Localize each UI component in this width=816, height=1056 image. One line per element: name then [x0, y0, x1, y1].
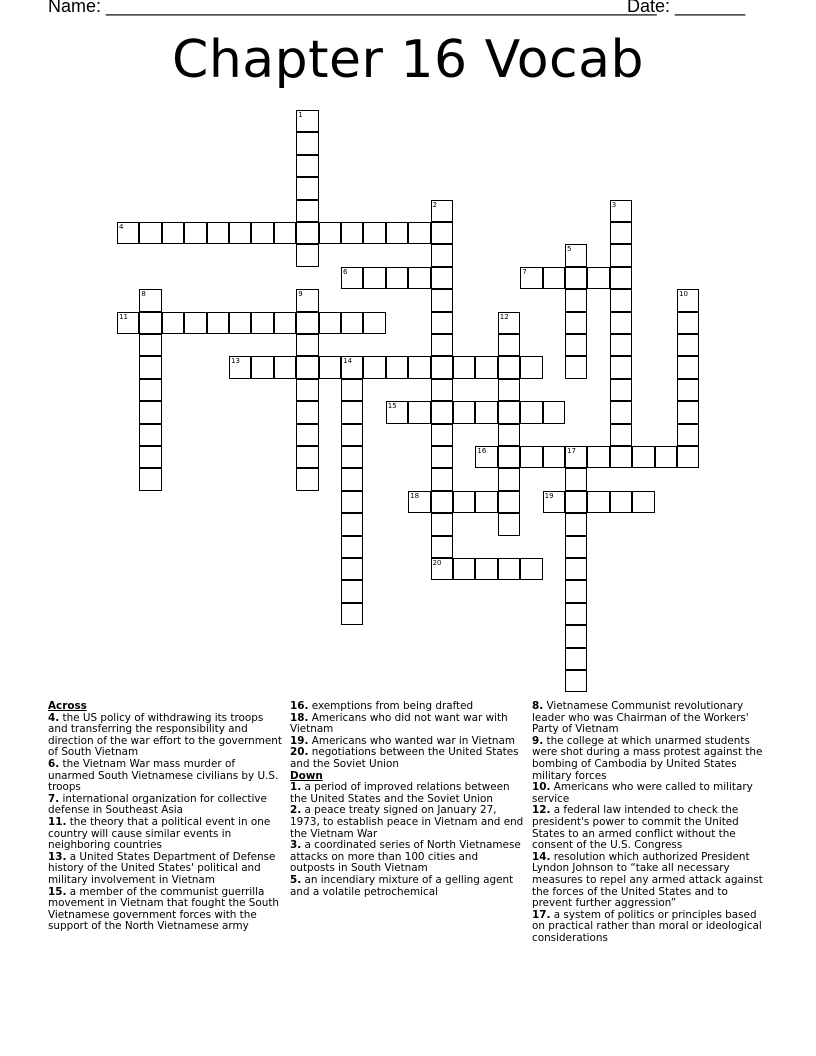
grid-cell[interactable] [498, 446, 520, 468]
grid-cell[interactable] [632, 491, 654, 513]
grid-cell[interactable] [610, 379, 632, 401]
grid-cell[interactable] [386, 222, 408, 244]
grid-cell[interactable] [565, 670, 587, 692]
grid-cell[interactable] [498, 356, 520, 378]
grid-cell[interactable] [565, 312, 587, 334]
clue-number-label: 10. [532, 781, 551, 794]
clue-text: the college at which unarmed students were shot during a mass protest against the bombing of Cambodia by United States military forces [532, 734, 763, 782]
clue-number: 14 [343, 357, 352, 366]
across-clue [290, 747, 526, 770]
grid-cell[interactable] [229, 222, 251, 244]
grid-cell[interactable] [610, 401, 632, 423]
grid-cell[interactable] [453, 558, 475, 580]
grid-cell[interactable] [498, 424, 520, 446]
grid-cell[interactable] [341, 491, 363, 513]
across-clue [48, 887, 284, 933]
clue-text: Vietnamese Communist revolutionary leader who was Chairman of the Workers' Party of Vietnam [532, 700, 749, 736]
clue-text: international organization for collective defense in Southeast Asia [48, 792, 267, 817]
grid-cell[interactable] [139, 356, 161, 378]
clue-number: 7 [522, 267, 527, 276]
grid-cell[interactable] [274, 356, 296, 378]
clue-column-2 [290, 701, 526, 898]
clue-number-label: 1. [290, 781, 302, 794]
clue-number: 2 [432, 200, 438, 209]
grid-cell[interactable] [431, 401, 453, 423]
grid-cell[interactable] [520, 356, 542, 378]
grid-cell[interactable] [296, 446, 318, 468]
grid-cell[interactable] [296, 334, 318, 356]
clue-text: Americans who wanted war in Vietnam [311, 734, 515, 747]
grid-cell[interactable] [408, 491, 430, 513]
grid-cell[interactable] [431, 289, 453, 311]
across-clue [290, 713, 526, 736]
grid-cell[interactable] [520, 446, 542, 468]
date-field-label: Date: _______ [627, 0, 746, 16]
grid-cell[interactable] [386, 401, 408, 423]
clue-text: Americans who did not want war with Vietnam [290, 711, 508, 736]
grid-cell[interactable] [319, 222, 341, 244]
grid-cell[interactable] [610, 491, 632, 513]
grid-cell[interactable] [431, 267, 453, 289]
down-clue [532, 701, 768, 736]
grid-cell[interactable] [565, 513, 587, 535]
grid-cell[interactable] [184, 222, 206, 244]
grid-cell[interactable] [543, 401, 565, 423]
grid-cell[interactable] [565, 468, 587, 490]
grid-cell[interactable] [296, 132, 318, 154]
grid-cell[interactable] [498, 513, 520, 535]
grid-cell[interactable] [431, 513, 453, 535]
grid-cell[interactable] [251, 222, 273, 244]
clue-number-label: 16. [290, 700, 309, 712]
clue-text: a peace treaty signed on January 27, 1973, to establish peace in Vietnam and end the Vietnam War [290, 804, 524, 840]
clue-number: 11 [119, 312, 128, 321]
grid-cell[interactable] [431, 379, 453, 401]
grid-cell[interactable] [565, 603, 587, 625]
clue-text: exemptions from being drafted [311, 700, 474, 712]
clue-number-label: 11. [48, 815, 67, 828]
grid-cell[interactable] [587, 491, 609, 513]
grid-cell[interactable] [139, 379, 161, 401]
grid-cell[interactable] [408, 356, 430, 378]
grid-cell[interactable] [363, 267, 385, 289]
across-heading: Across [48, 700, 87, 712]
grid-cell[interactable] [610, 356, 632, 378]
clue-number-label: 15. [48, 885, 67, 898]
grid-cell[interactable] [498, 334, 520, 356]
grid-cell[interactable] [296, 177, 318, 199]
grid-cell[interactable] [341, 356, 363, 378]
grid-cell[interactable] [139, 424, 161, 446]
clue-text: a period of improved relations between the United States and the Soviet Union [290, 781, 510, 805]
grid-cell[interactable] [610, 267, 632, 289]
down-clue [532, 736, 768, 782]
grid-cell[interactable] [543, 446, 565, 468]
grid-cell[interactable] [565, 580, 587, 602]
clue-number-label: 4. [48, 711, 60, 724]
grid-cell[interactable] [341, 424, 363, 446]
grid-cell[interactable] [543, 491, 565, 513]
grid-cell[interactable] [677, 401, 699, 423]
clue-number: 8 [141, 290, 146, 299]
clue-number-label: 6. [48, 757, 60, 770]
across-clue [48, 794, 284, 817]
grid-cell[interactable] [565, 648, 587, 670]
grid-cell[interactable] [274, 222, 296, 244]
clue-text: an incendiary mixture of a gelling agent and a volatile petrochemical [290, 873, 514, 898]
clue-number: 13 [231, 357, 240, 366]
grid-cell[interactable] [565, 536, 587, 558]
grid-cell[interactable] [296, 424, 318, 446]
clue-number-label: 20. [290, 746, 309, 759]
grid-cell[interactable] [453, 356, 475, 378]
grid-cell[interactable] [341, 558, 363, 580]
grid-cell[interactable] [565, 446, 587, 468]
grid-cell[interactable] [610, 446, 632, 468]
grid-cell[interactable] [296, 468, 318, 490]
grid-cell[interactable] [341, 468, 363, 490]
down-clue [290, 840, 526, 875]
grid-cell[interactable] [587, 446, 609, 468]
clue-column-3 [532, 701, 768, 944]
clue-text: negotiations between the United States and the Soviet Union [290, 746, 519, 770]
down-clue [290, 875, 526, 898]
clue-number: 15 [387, 402, 397, 411]
grid-cell[interactable] [408, 222, 430, 244]
grid-cell[interactable] [363, 356, 385, 378]
grid-cell[interactable] [610, 289, 632, 311]
clue-column-1 [48, 701, 284, 933]
grid-cell[interactable] [565, 267, 587, 289]
grid-cell[interactable] [341, 379, 363, 401]
clue-number: 4 [119, 223, 124, 231]
grid-cell[interactable] [520, 267, 542, 289]
clue-number: 17 [567, 447, 576, 455]
grid-cell[interactable] [184, 312, 206, 334]
grid-cell[interactable] [610, 244, 632, 266]
clue-number-label: 17. [532, 908, 551, 921]
grid-cell[interactable] [296, 222, 318, 244]
grid-cell[interactable] [453, 401, 475, 423]
clue-number-label: 14. [532, 850, 551, 863]
grid-cell[interactable] [139, 334, 161, 356]
grid-cell[interactable] [341, 580, 363, 602]
grid-cell[interactable] [319, 312, 341, 334]
grid-cell[interactable] [475, 356, 497, 378]
grid-cell[interactable] [610, 424, 632, 446]
grid-cell[interactable] [498, 312, 520, 334]
clue-text: a system of politics or principles based on practical rather than moral or ideological considerations [532, 908, 762, 944]
grid-cell[interactable] [565, 356, 587, 378]
across-clue [48, 817, 284, 852]
grid-cell[interactable] [565, 491, 587, 513]
clue-number: 9 [298, 290, 303, 299]
grid-cell[interactable] [251, 312, 273, 334]
clue-text: a federal law intended to check the president's power to commit the United States to an armed conflict without the consent of the U.S. Congress [532, 804, 739, 852]
clue-number-label: 13. [48, 850, 67, 863]
page-title: Chapter 16 Vocab [172, 30, 644, 90]
grid-cell[interactable] [341, 536, 363, 558]
grid-cell[interactable] [341, 513, 363, 535]
grid-cell[interactable] [341, 267, 363, 289]
name-field-label: Name: _______________________________________________________ [48, 0, 657, 16]
clue-number: 3 [611, 200, 617, 209]
clue-number-label: 8. [532, 700, 544, 712]
clue-number-label: 3. [290, 839, 302, 852]
grid-cell[interactable] [341, 603, 363, 625]
grid-cell[interactable] [207, 312, 229, 334]
grid-cell[interactable] [543, 267, 565, 289]
grid-cell[interactable] [319, 356, 341, 378]
grid-cell[interactable] [677, 424, 699, 446]
clue-text: Americans who were called to military service [532, 781, 753, 805]
clue-number-label: 5. [290, 873, 302, 886]
grid-cell[interactable] [386, 267, 408, 289]
grid-cell[interactable] [431, 312, 453, 334]
clue-text: the US policy of withdrawing its troops and transferring the responsibility and direction of the war effort to the government of South Vietnam [48, 711, 282, 759]
clue-text: a coordinated series of North Vietnamese attacks on more than 100 cities and outposts in South Vietnam [290, 839, 521, 875]
grid-cell[interactable] [341, 401, 363, 423]
clue-number: 6 [343, 267, 348, 276]
grid-cell[interactable] [498, 401, 520, 423]
grid-cell[interactable] [296, 200, 318, 222]
grid-cell[interactable] [363, 222, 385, 244]
down-clue [532, 852, 768, 910]
grid-cell[interactable] [587, 267, 609, 289]
grid-cell[interactable] [677, 289, 699, 311]
clue-text: a United States Department of Defense history of the United States' political and military involvement in Vietnam [48, 850, 276, 886]
grid-cell[interactable] [296, 289, 318, 311]
grid-cell[interactable] [117, 222, 139, 244]
grid-cell[interactable] [677, 334, 699, 356]
clue-number-label: 12. [532, 804, 551, 817]
grid-cell[interactable] [677, 312, 699, 334]
grid-cell[interactable] [610, 334, 632, 356]
clue-number: 12 [499, 312, 509, 321]
grid-cell[interactable] [251, 356, 273, 378]
grid-cell[interactable] [677, 356, 699, 378]
grid-cell[interactable] [453, 491, 475, 513]
grid-cell[interactable] [431, 491, 453, 513]
grid-cell[interactable] [655, 446, 677, 468]
down-heading: Down [290, 769, 323, 782]
grid-cell[interactable] [431, 222, 453, 244]
clue-number: 1 [298, 111, 303, 119]
grid-cell[interactable] [475, 401, 497, 423]
grid-cell[interactable] [565, 244, 587, 266]
clue-number: 5 [567, 245, 572, 254]
grid-cell[interactable] [565, 289, 587, 311]
grid-cell[interactable] [408, 267, 430, 289]
clue-number: 20 [432, 559, 442, 567]
clue-number-label: 19. [290, 734, 309, 747]
grid-cell[interactable] [296, 155, 318, 177]
grid-cell[interactable] [274, 312, 296, 334]
grid-cell[interactable] [498, 558, 520, 580]
down-clue [290, 782, 526, 805]
grid-cell[interactable] [498, 491, 520, 513]
clue-text: a member of the communist guerrilla movement in Vietnam that fought the South Vietnamese government forces with the support of the North Vietnamese army [48, 885, 279, 933]
grid-cell[interactable] [431, 536, 453, 558]
grid-cell[interactable] [139, 312, 161, 334]
grid-cell[interactable] [431, 244, 453, 266]
clue-number: 18 [410, 491, 420, 500]
grid-cell[interactable] [610, 312, 632, 334]
grid-cell[interactable] [296, 110, 318, 132]
grid-cell[interactable] [610, 200, 632, 222]
grid-cell[interactable] [431, 356, 453, 378]
grid-cell[interactable] [207, 222, 229, 244]
grid-cell[interactable] [431, 424, 453, 446]
clue-number-label: 7. [48, 792, 60, 805]
grid-cell[interactable] [520, 558, 542, 580]
grid-cell[interactable] [498, 379, 520, 401]
grid-cell[interactable] [431, 200, 453, 222]
grid-cell[interactable] [431, 558, 453, 580]
clue-number-label: 9. [532, 734, 544, 747]
down-clue [290, 805, 526, 840]
across-clue [48, 713, 284, 759]
grid-cell[interactable] [341, 446, 363, 468]
across-clue [48, 759, 284, 794]
clue-number-label: 2. [290, 804, 302, 817]
grid-cell[interactable] [565, 625, 587, 647]
down-clue [532, 805, 768, 851]
grid-cell[interactable] [139, 401, 161, 423]
grid-cell[interactable] [139, 222, 161, 244]
across-clue [48, 852, 284, 887]
clue-text: the Vietnam War mass murder of unarmed South Vietnamese civilians by U.S. troops [48, 757, 279, 794]
grid-cell[interactable] [565, 334, 587, 356]
grid-cell[interactable] [520, 401, 542, 423]
grid-cell[interactable] [677, 379, 699, 401]
grid-cell[interactable] [431, 334, 453, 356]
grid-cell[interactable] [341, 312, 363, 334]
grid-cell[interactable] [475, 491, 497, 513]
grid-cell[interactable] [475, 558, 497, 580]
grid-cell[interactable] [296, 356, 318, 378]
grid-cell[interactable] [139, 446, 161, 468]
grid-cell[interactable] [162, 312, 184, 334]
clue-text: resolution which authorized President Lyndon Johnson to “take all necessary measures to repel any armed attack against the forces of the United States and to prevent further aggression” [532, 850, 763, 910]
grid-cell[interactable] [610, 222, 632, 244]
grid-cell[interactable] [363, 312, 385, 334]
grid-cell[interactable] [498, 468, 520, 490]
grid-cell[interactable] [408, 401, 430, 423]
grid-cell[interactable] [296, 244, 318, 266]
grid-cell[interactable] [565, 558, 587, 580]
clue-text: the theory that a political event in one country will cause similar events in neighboring countries [48, 815, 271, 852]
down-clue [532, 910, 768, 945]
grid-cell[interactable] [431, 468, 453, 490]
grid-cell[interactable] [229, 312, 251, 334]
clue-number: 16 [477, 447, 487, 455]
grid-cell[interactable] [632, 446, 654, 468]
clue-number-label: 18. [290, 711, 309, 724]
grid-cell[interactable] [296, 312, 318, 334]
grid-cell[interactable] [139, 289, 161, 311]
grid-cell[interactable] [431, 446, 453, 468]
grid-cell[interactable] [475, 446, 497, 468]
clue-number: 10 [679, 290, 688, 299]
grid-cell[interactable] [117, 312, 139, 334]
grid-cell[interactable] [296, 379, 318, 401]
grid-cell[interactable] [386, 356, 408, 378]
grid-cell[interactable] [139, 468, 161, 490]
grid-cell[interactable] [296, 401, 318, 423]
grid-cell[interactable] [677, 446, 699, 468]
grid-cell[interactable] [229, 356, 251, 378]
grid-cell[interactable] [162, 222, 184, 244]
grid-cell[interactable] [341, 222, 363, 244]
down-clue [532, 782, 768, 805]
clue-number: 19 [544, 491, 554, 500]
